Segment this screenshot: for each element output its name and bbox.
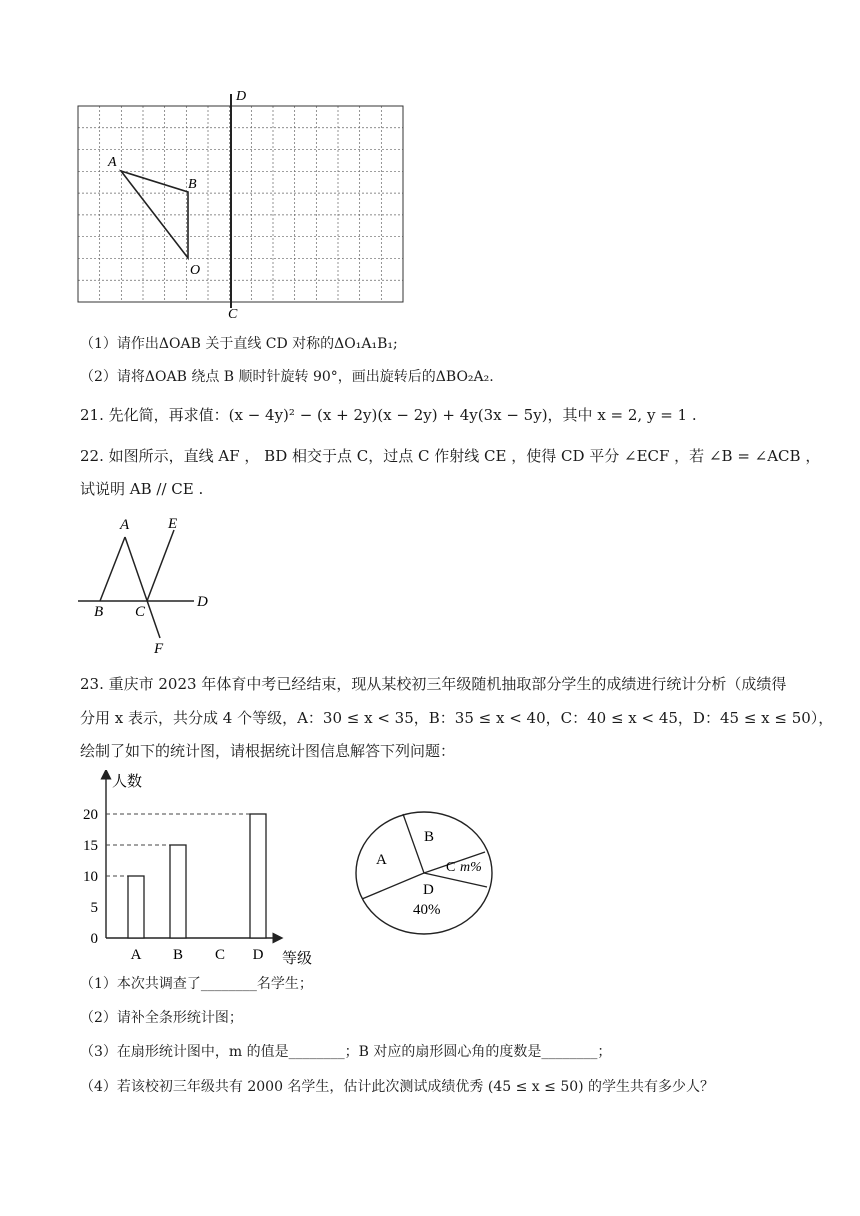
label-b22: B [94,604,104,620]
pie-value-d: 40% [413,902,441,918]
figure-22 [72,512,222,656]
ray-ce [147,530,174,601]
q21-text: 21. 先化简，再求值：(x − 4y)² − (x + 2y)(x − 2y) + 4y(3x − 5y)，其中 x = 2, y = 1 . [80,406,697,424]
q23-part2: （2）请补全条形统计图； [80,1010,243,1026]
label-b: B [188,177,197,192]
x-category-label: C [214,947,226,963]
y-axis-label: 人数 [112,774,143,790]
label-o: O [190,263,201,278]
y-tick-label: 0 [90,931,98,947]
label-a22: A [120,517,130,533]
pie-label-c: C [446,860,456,875]
label-f22: F [154,641,164,656]
bar-a [128,876,144,938]
grid-lines [78,106,403,302]
label-d: D [236,89,247,104]
pie-label-a: A [376,852,387,868]
q22-line2: 试说明 AB // CE . [80,480,204,498]
grid-figure [70,84,415,320]
label-c: C [228,307,238,320]
x-category-label: B [172,947,184,963]
q20-part1: （1）请作出ΔOAB 关于直线 CD 对称的ΔO₁A₁B₁; [80,336,398,352]
q22-line1: 22. 如图所示，直线 AF ， BD 相交于点 C，过点 C 作射线 CE ，使得 CD 平分 ∠ECF ，若 ∠B = ∠ACB ， [80,447,821,465]
triangle-oab [121,171,188,258]
y-tick-label: 5 [90,900,98,916]
line-af [125,537,160,638]
q23-line3: 绘制了如下的统计图，请根据统计图信息解答下列问题： [80,742,456,760]
segment-ab [100,537,125,601]
q23-part3: （3）在扇形统计图中，m 的值是________；B 对应的扇形圆心角的度数是________； [80,1044,612,1060]
label-e22: E [168,516,178,532]
label-d22: D [197,594,208,610]
q20-part2: （2）请将ΔOAB 绕点 B 顺时针旋转 90°，画出旋转后的ΔBO₂A₂. [80,369,494,385]
grid-border [78,106,403,302]
pie-value-c: m% [460,860,482,875]
bar-chart [72,770,342,970]
q23-part4: （4）若该校初三年级共有 2000 名学生，估计此次测试成绩优秀 (45 ≤ x ≤ 50) 的学生共有多少人？ [80,1079,715,1095]
x-axis-label: 等级 [282,951,313,967]
q23-part1: （1）本次共调查了________名学生； [80,976,313,992]
x-category-label: A [130,947,142,963]
pie-label-b: B [424,829,435,845]
y-tick-label: 10 [83,869,98,885]
x-category-label: D [252,947,264,963]
pie-label-d: D [423,882,434,898]
bar-b [170,845,186,938]
y-tick-label: 15 [83,838,98,854]
q23-line2: 分用 x 表示，共分成 4 个等级，A：30 ≤ x < 35，B：35 ≤ x < 40，C：40 ≤ x < 45，D：45 ≤ x ≤ 50）， [80,709,834,727]
bar-d [250,814,266,938]
y-tick-label: 20 [83,807,98,823]
label-a: A [108,155,117,170]
q23-line1: 23. 重庆市 2023 年体育中考已经结束，现从某校初三年级随机抽取部分学生的成绩进行统计分析（成绩得 [80,675,787,693]
pie-divider-top [403,814,424,873]
pie-divider-left [362,873,424,899]
pie-chart [350,808,500,942]
label-c22: C [135,604,146,620]
